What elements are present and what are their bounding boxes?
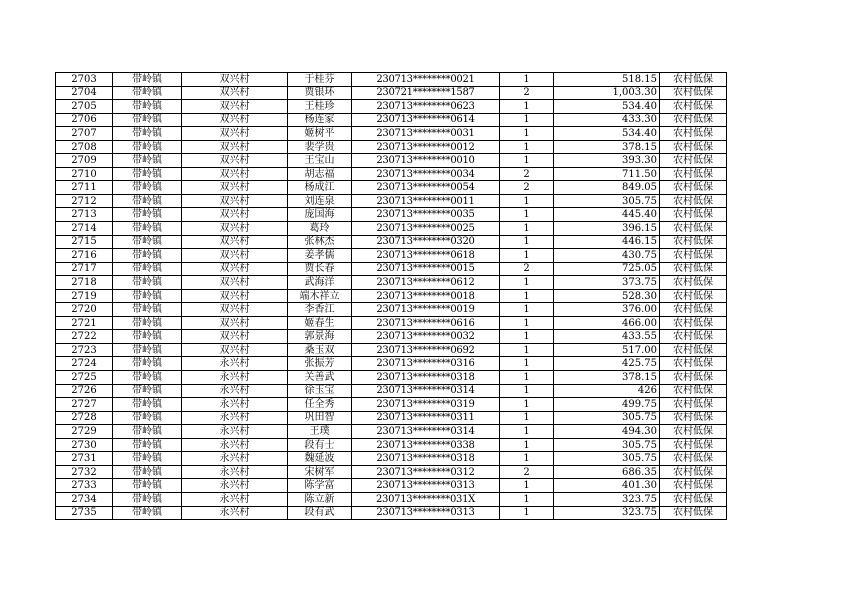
town-cell: 带岭镇 bbox=[113, 371, 182, 385]
table-row bbox=[56, 289, 727, 303]
name-cell: 端木祥立 bbox=[288, 289, 352, 303]
aid-type-cell: 农村低保 bbox=[660, 479, 727, 493]
table-row bbox=[56, 425, 727, 439]
data-table bbox=[55, 72, 727, 520]
household-count-cell: 1 bbox=[500, 357, 554, 371]
table-row bbox=[56, 411, 727, 425]
row-number-cell: 2717 bbox=[56, 262, 113, 276]
aid-type-cell: 农村低保 bbox=[660, 303, 727, 317]
household-count-cell: 1 bbox=[500, 235, 554, 249]
id-number-cell: 230713********0035 bbox=[352, 208, 500, 222]
id-number-cell: 230713********0034 bbox=[352, 167, 500, 181]
village-cell: 永兴村 bbox=[182, 425, 288, 439]
amount-cell: 686.35 bbox=[554, 465, 660, 479]
table-row bbox=[56, 438, 727, 452]
table-row bbox=[56, 113, 727, 127]
household-count-cell: 1 bbox=[500, 343, 554, 357]
name-cell: 段有武 bbox=[288, 506, 352, 520]
table-row bbox=[56, 167, 727, 181]
village-cell: 双兴村 bbox=[182, 330, 288, 344]
name-cell: 徐玉宝 bbox=[288, 384, 352, 398]
amount-cell: 528.30 bbox=[554, 289, 660, 303]
name-cell: 陈立新 bbox=[288, 492, 352, 506]
id-number-cell: 230713********0311 bbox=[352, 411, 500, 425]
amount-cell: 518.15 bbox=[554, 73, 660, 87]
table-row bbox=[56, 249, 727, 263]
town-cell: 带岭镇 bbox=[113, 411, 182, 425]
table-row bbox=[56, 140, 727, 154]
row-number-cell: 2709 bbox=[56, 154, 113, 168]
village-cell: 双兴村 bbox=[182, 208, 288, 222]
town-cell: 带岭镇 bbox=[113, 425, 182, 439]
name-cell: 王璞 bbox=[288, 425, 352, 439]
aid-type-cell: 农村低保 bbox=[660, 127, 727, 141]
name-cell: 姬树平 bbox=[288, 127, 352, 141]
aid-type-cell: 农村低保 bbox=[660, 86, 727, 100]
name-cell: 宋树军 bbox=[288, 465, 352, 479]
id-number-cell: 230713********0313 bbox=[352, 506, 500, 520]
town-cell: 带岭镇 bbox=[113, 303, 182, 317]
household-count-cell: 1 bbox=[500, 140, 554, 154]
id-number-cell: 230713********0054 bbox=[352, 181, 500, 195]
town-cell: 带岭镇 bbox=[113, 492, 182, 506]
row-number-cell: 2724 bbox=[56, 357, 113, 371]
household-count-cell: 1 bbox=[500, 479, 554, 493]
name-cell: 王宝山 bbox=[288, 154, 352, 168]
table-row bbox=[56, 343, 727, 357]
id-number-cell: 230713********0623 bbox=[352, 100, 500, 114]
table-row bbox=[56, 194, 727, 208]
id-number-cell: 230721********1587 bbox=[352, 86, 500, 100]
aid-type-cell: 农村低保 bbox=[660, 289, 727, 303]
aid-type-cell: 农村低保 bbox=[660, 384, 727, 398]
household-count-cell: 1 bbox=[500, 506, 554, 520]
village-cell: 双兴村 bbox=[182, 316, 288, 330]
village-cell: 双兴村 bbox=[182, 73, 288, 87]
village-cell: 双兴村 bbox=[182, 167, 288, 181]
table-row bbox=[56, 452, 727, 466]
row-number-cell: 2706 bbox=[56, 113, 113, 127]
aid-type-cell: 农村低保 bbox=[660, 425, 727, 439]
town-cell: 带岭镇 bbox=[113, 384, 182, 398]
name-cell: 段有士 bbox=[288, 438, 352, 452]
village-cell: 永兴村 bbox=[182, 452, 288, 466]
amount-cell: 396.15 bbox=[554, 222, 660, 236]
row-number-cell: 2725 bbox=[56, 371, 113, 385]
amount-cell: 376.00 bbox=[554, 303, 660, 317]
village-cell: 双兴村 bbox=[182, 289, 288, 303]
id-number-cell: 230713********0692 bbox=[352, 343, 500, 357]
village-cell: 双兴村 bbox=[182, 127, 288, 141]
row-number-cell: 2718 bbox=[56, 276, 113, 290]
amount-cell: 466.00 bbox=[554, 316, 660, 330]
town-cell: 带岭镇 bbox=[113, 154, 182, 168]
table-row bbox=[56, 371, 727, 385]
id-number-cell: 230713********0011 bbox=[352, 194, 500, 208]
household-count-cell: 1 bbox=[500, 425, 554, 439]
name-cell: 陈学富 bbox=[288, 479, 352, 493]
aid-type-cell: 农村低保 bbox=[660, 357, 727, 371]
name-cell: 刘连泉 bbox=[288, 194, 352, 208]
row-number-cell: 2711 bbox=[56, 181, 113, 195]
amount-cell: 401.30 bbox=[554, 479, 660, 493]
village-cell: 永兴村 bbox=[182, 384, 288, 398]
name-cell: 张振芳 bbox=[288, 357, 352, 371]
amount-cell: 433.55 bbox=[554, 330, 660, 344]
aid-type-cell: 农村低保 bbox=[660, 492, 727, 506]
id-number-cell: 230713********0616 bbox=[352, 316, 500, 330]
town-cell: 带岭镇 bbox=[113, 140, 182, 154]
row-number-cell: 2719 bbox=[56, 289, 113, 303]
village-cell: 永兴村 bbox=[182, 506, 288, 520]
village-cell: 永兴村 bbox=[182, 371, 288, 385]
table-row bbox=[56, 384, 727, 398]
name-cell: 葛玲 bbox=[288, 222, 352, 236]
id-number-cell: 230713********0618 bbox=[352, 249, 500, 263]
village-cell: 双兴村 bbox=[182, 86, 288, 100]
table-row bbox=[56, 357, 727, 371]
town-cell: 带岭镇 bbox=[113, 330, 182, 344]
household-count-cell: 1 bbox=[500, 398, 554, 412]
table-row bbox=[56, 235, 727, 249]
town-cell: 带岭镇 bbox=[113, 479, 182, 493]
amount-cell: 446.15 bbox=[554, 235, 660, 249]
row-number-cell: 2731 bbox=[56, 452, 113, 466]
row-number-cell: 2712 bbox=[56, 194, 113, 208]
aid-type-cell: 农村低保 bbox=[660, 208, 727, 222]
row-number-cell: 2715 bbox=[56, 235, 113, 249]
name-cell: 贾长春 bbox=[288, 262, 352, 276]
id-number-cell: 230713********0015 bbox=[352, 262, 500, 276]
village-cell: 永兴村 bbox=[182, 357, 288, 371]
household-count-cell: 1 bbox=[500, 222, 554, 236]
row-number-cell: 2716 bbox=[56, 249, 113, 263]
aid-type-cell: 农村低保 bbox=[660, 506, 727, 520]
id-number-cell: 230713********031X bbox=[352, 492, 500, 506]
household-count-cell: 1 bbox=[500, 452, 554, 466]
id-number-cell: 230713********0313 bbox=[352, 479, 500, 493]
amount-cell: 445.40 bbox=[554, 208, 660, 222]
table-row bbox=[56, 316, 727, 330]
name-cell: 于桂芬 bbox=[288, 73, 352, 87]
name-cell: 姬春生 bbox=[288, 316, 352, 330]
name-cell: 杨连家 bbox=[288, 113, 352, 127]
row-number-cell: 2713 bbox=[56, 208, 113, 222]
town-cell: 带岭镇 bbox=[113, 222, 182, 236]
id-number-cell: 230713********0314 bbox=[352, 384, 500, 398]
id-number-cell: 230713********0031 bbox=[352, 127, 500, 141]
household-count-cell: 1 bbox=[500, 438, 554, 452]
row-number-cell: 2704 bbox=[56, 86, 113, 100]
amount-cell: 433.30 bbox=[554, 113, 660, 127]
name-cell: 裴学贵 bbox=[288, 140, 352, 154]
town-cell: 带岭镇 bbox=[113, 167, 182, 181]
aid-type-cell: 农村低保 bbox=[660, 113, 727, 127]
amount-cell: 378.15 bbox=[554, 140, 660, 154]
village-cell: 永兴村 bbox=[182, 398, 288, 412]
town-cell: 带岭镇 bbox=[113, 208, 182, 222]
name-cell: 王桂珍 bbox=[288, 100, 352, 114]
village-cell: 双兴村 bbox=[182, 100, 288, 114]
row-number-cell: 2708 bbox=[56, 140, 113, 154]
town-cell: 带岭镇 bbox=[113, 235, 182, 249]
row-number-cell: 2710 bbox=[56, 167, 113, 181]
row-number-cell: 2727 bbox=[56, 398, 113, 412]
amount-cell: 849.05 bbox=[554, 181, 660, 195]
amount-cell: 711.50 bbox=[554, 167, 660, 181]
amount-cell: 534.40 bbox=[554, 127, 660, 141]
row-number-cell: 2705 bbox=[56, 100, 113, 114]
id-number-cell: 230713********0010 bbox=[352, 154, 500, 168]
household-count-cell: 1 bbox=[500, 276, 554, 290]
amount-cell: 393.30 bbox=[554, 154, 660, 168]
id-number-cell: 230713********0018 bbox=[352, 289, 500, 303]
amount-cell: 305.75 bbox=[554, 194, 660, 208]
village-cell: 双兴村 bbox=[182, 181, 288, 195]
town-cell: 带岭镇 bbox=[113, 343, 182, 357]
table-row bbox=[56, 100, 727, 114]
household-count-cell: 1 bbox=[500, 154, 554, 168]
household-count-cell: 1 bbox=[500, 289, 554, 303]
village-cell: 永兴村 bbox=[182, 479, 288, 493]
aid-type-cell: 农村低保 bbox=[660, 181, 727, 195]
row-number-cell: 2726 bbox=[56, 384, 113, 398]
table-row bbox=[56, 222, 727, 236]
aid-type-cell: 农村低保 bbox=[660, 371, 727, 385]
town-cell: 带岭镇 bbox=[113, 316, 182, 330]
town-cell: 带岭镇 bbox=[113, 452, 182, 466]
town-cell: 带岭镇 bbox=[113, 398, 182, 412]
household-count-cell: 2 bbox=[500, 262, 554, 276]
table-row bbox=[56, 330, 727, 344]
amount-cell: 1,003.30 bbox=[554, 86, 660, 100]
town-cell: 带岭镇 bbox=[113, 100, 182, 114]
id-number-cell: 230713********0614 bbox=[352, 113, 500, 127]
amount-cell: 378.15 bbox=[554, 371, 660, 385]
id-number-cell: 230713********0012 bbox=[352, 140, 500, 154]
row-number-cell: 2734 bbox=[56, 492, 113, 506]
town-cell: 带岭镇 bbox=[113, 506, 182, 520]
village-cell: 双兴村 bbox=[182, 276, 288, 290]
household-count-cell: 1 bbox=[500, 330, 554, 344]
row-number-cell: 2707 bbox=[56, 127, 113, 141]
name-cell: 李香江 bbox=[288, 303, 352, 317]
household-count-cell: 1 bbox=[500, 127, 554, 141]
table-row bbox=[56, 492, 727, 506]
village-cell: 双兴村 bbox=[182, 262, 288, 276]
row-number-cell: 2729 bbox=[56, 425, 113, 439]
row-number-cell: 2714 bbox=[56, 222, 113, 236]
table-row bbox=[56, 303, 727, 317]
amount-cell: 305.75 bbox=[554, 438, 660, 452]
household-count-cell: 2 bbox=[500, 465, 554, 479]
aid-type-cell: 农村低保 bbox=[660, 452, 727, 466]
id-number-cell: 230713********0316 bbox=[352, 357, 500, 371]
household-count-cell: 1 bbox=[500, 208, 554, 222]
village-cell: 永兴村 bbox=[182, 411, 288, 425]
town-cell: 带岭镇 bbox=[113, 249, 182, 263]
table-row bbox=[56, 127, 727, 141]
name-cell: 杨成江 bbox=[288, 181, 352, 195]
table-row bbox=[56, 465, 727, 479]
id-number-cell: 230713********0032 bbox=[352, 330, 500, 344]
id-number-cell: 230713********0025 bbox=[352, 222, 500, 236]
name-cell: 任全秀 bbox=[288, 398, 352, 412]
aid-type-cell: 农村低保 bbox=[660, 465, 727, 479]
id-number-cell: 230713********0021 bbox=[352, 73, 500, 87]
aid-type-cell: 农村低保 bbox=[660, 262, 727, 276]
aid-type-cell: 农村低保 bbox=[660, 316, 727, 330]
amount-cell: 323.75 bbox=[554, 492, 660, 506]
row-number-cell: 2728 bbox=[56, 411, 113, 425]
village-cell: 双兴村 bbox=[182, 194, 288, 208]
town-cell: 带岭镇 bbox=[113, 262, 182, 276]
village-cell: 永兴村 bbox=[182, 465, 288, 479]
village-cell: 双兴村 bbox=[182, 343, 288, 357]
village-cell: 双兴村 bbox=[182, 235, 288, 249]
aid-type-cell: 农村低保 bbox=[660, 398, 727, 412]
amount-cell: 517.00 bbox=[554, 343, 660, 357]
amount-cell: 425.75 bbox=[554, 357, 660, 371]
name-cell: 武海洋 bbox=[288, 276, 352, 290]
name-cell: 庞国海 bbox=[288, 208, 352, 222]
name-cell: 贾银环 bbox=[288, 86, 352, 100]
name-cell: 巩田智 bbox=[288, 411, 352, 425]
aid-type-cell: 农村低保 bbox=[660, 330, 727, 344]
household-count-cell: 1 bbox=[500, 411, 554, 425]
household-count-cell: 1 bbox=[500, 194, 554, 208]
id-number-cell: 230713********0314 bbox=[352, 425, 500, 439]
row-number-cell: 2721 bbox=[56, 316, 113, 330]
aid-type-cell: 农村低保 bbox=[660, 100, 727, 114]
row-number-cell: 2722 bbox=[56, 330, 113, 344]
table-row bbox=[56, 276, 727, 290]
name-cell: 关善武 bbox=[288, 371, 352, 385]
aid-type-cell: 农村低保 bbox=[660, 73, 727, 87]
household-count-cell: 1 bbox=[500, 73, 554, 87]
table-body bbox=[56, 73, 727, 520]
town-cell: 带岭镇 bbox=[113, 113, 182, 127]
village-cell: 双兴村 bbox=[182, 113, 288, 127]
household-count-cell: 1 bbox=[500, 303, 554, 317]
row-number-cell: 2730 bbox=[56, 438, 113, 452]
name-cell: 魏延波 bbox=[288, 452, 352, 466]
id-number-cell: 230713********0320 bbox=[352, 235, 500, 249]
table-row bbox=[56, 479, 727, 493]
row-number-cell: 2703 bbox=[56, 73, 113, 87]
table-row bbox=[56, 154, 727, 168]
village-cell: 双兴村 bbox=[182, 222, 288, 236]
town-cell: 带岭镇 bbox=[113, 438, 182, 452]
village-cell: 永兴村 bbox=[182, 438, 288, 452]
id-number-cell: 230713********0318 bbox=[352, 371, 500, 385]
amount-cell: 305.75 bbox=[554, 452, 660, 466]
town-cell: 带岭镇 bbox=[113, 465, 182, 479]
name-cell: 姜孝儒 bbox=[288, 249, 352, 263]
id-number-cell: 230713********0312 bbox=[352, 465, 500, 479]
village-cell: 双兴村 bbox=[182, 140, 288, 154]
household-count-cell: 1 bbox=[500, 100, 554, 114]
id-number-cell: 230713********0019 bbox=[352, 303, 500, 317]
amount-cell: 373.75 bbox=[554, 276, 660, 290]
table-row bbox=[56, 86, 727, 100]
aid-type-cell: 农村低保 bbox=[660, 222, 727, 236]
table-row bbox=[56, 398, 727, 412]
amount-cell: 430.75 bbox=[554, 249, 660, 263]
row-number-cell: 2732 bbox=[56, 465, 113, 479]
town-cell: 带岭镇 bbox=[113, 73, 182, 87]
town-cell: 带岭镇 bbox=[113, 276, 182, 290]
name-cell: 胡志福 bbox=[288, 167, 352, 181]
aid-type-cell: 农村低保 bbox=[660, 154, 727, 168]
amount-cell: 494.30 bbox=[554, 425, 660, 439]
row-number-cell: 2733 bbox=[56, 479, 113, 493]
village-cell: 双兴村 bbox=[182, 303, 288, 317]
aid-type-cell: 农村低保 bbox=[660, 235, 727, 249]
village-cell: 永兴村 bbox=[182, 492, 288, 506]
aid-type-cell: 农村低保 bbox=[660, 438, 727, 452]
aid-type-cell: 农村低保 bbox=[660, 140, 727, 154]
household-count-cell: 2 bbox=[500, 181, 554, 195]
aid-type-cell: 农村低保 bbox=[660, 194, 727, 208]
household-count-cell: 2 bbox=[500, 86, 554, 100]
aid-type-cell: 农村低保 bbox=[660, 249, 727, 263]
town-cell: 带岭镇 bbox=[113, 86, 182, 100]
table-row bbox=[56, 73, 727, 87]
town-cell: 带岭镇 bbox=[113, 127, 182, 141]
amount-cell: 534.40 bbox=[554, 100, 660, 114]
amount-cell: 323.75 bbox=[554, 506, 660, 520]
village-cell: 双兴村 bbox=[182, 154, 288, 168]
name-cell: 郭景海 bbox=[288, 330, 352, 344]
table-row bbox=[56, 208, 727, 222]
household-count-cell: 1 bbox=[500, 384, 554, 398]
amount-cell: 725.05 bbox=[554, 262, 660, 276]
household-count-cell: 1 bbox=[500, 113, 554, 127]
town-cell: 带岭镇 bbox=[113, 181, 182, 195]
name-cell: 桑玉双 bbox=[288, 343, 352, 357]
aid-type-cell: 农村低保 bbox=[660, 343, 727, 357]
id-number-cell: 230713********0318 bbox=[352, 452, 500, 466]
id-number-cell: 230713********0338 bbox=[352, 438, 500, 452]
household-count-cell: 1 bbox=[500, 249, 554, 263]
name-cell: 张林杰 bbox=[288, 235, 352, 249]
id-number-cell: 230713********0612 bbox=[352, 276, 500, 290]
table-row bbox=[56, 506, 727, 520]
table-row bbox=[56, 262, 727, 276]
town-cell: 带岭镇 bbox=[113, 357, 182, 371]
town-cell: 带岭镇 bbox=[113, 289, 182, 303]
aid-type-cell: 农村低保 bbox=[660, 411, 727, 425]
row-number-cell: 2735 bbox=[56, 506, 113, 520]
household-count-cell: 1 bbox=[500, 492, 554, 506]
aid-type-cell: 农村低保 bbox=[660, 167, 727, 181]
household-count-cell: 2 bbox=[500, 167, 554, 181]
village-cell: 双兴村 bbox=[182, 249, 288, 263]
amount-cell: 426 bbox=[554, 384, 660, 398]
id-number-cell: 230713********0319 bbox=[352, 398, 500, 412]
amount-cell: 499.75 bbox=[554, 398, 660, 412]
household-count-cell: 1 bbox=[500, 316, 554, 330]
amount-cell: 305.75 bbox=[554, 411, 660, 425]
aid-type-cell: 农村低保 bbox=[660, 276, 727, 290]
table-row bbox=[56, 181, 727, 195]
row-number-cell: 2720 bbox=[56, 303, 113, 317]
town-cell: 带岭镇 bbox=[113, 194, 182, 208]
row-number-cell: 2723 bbox=[56, 343, 113, 357]
household-count-cell: 1 bbox=[500, 371, 554, 385]
